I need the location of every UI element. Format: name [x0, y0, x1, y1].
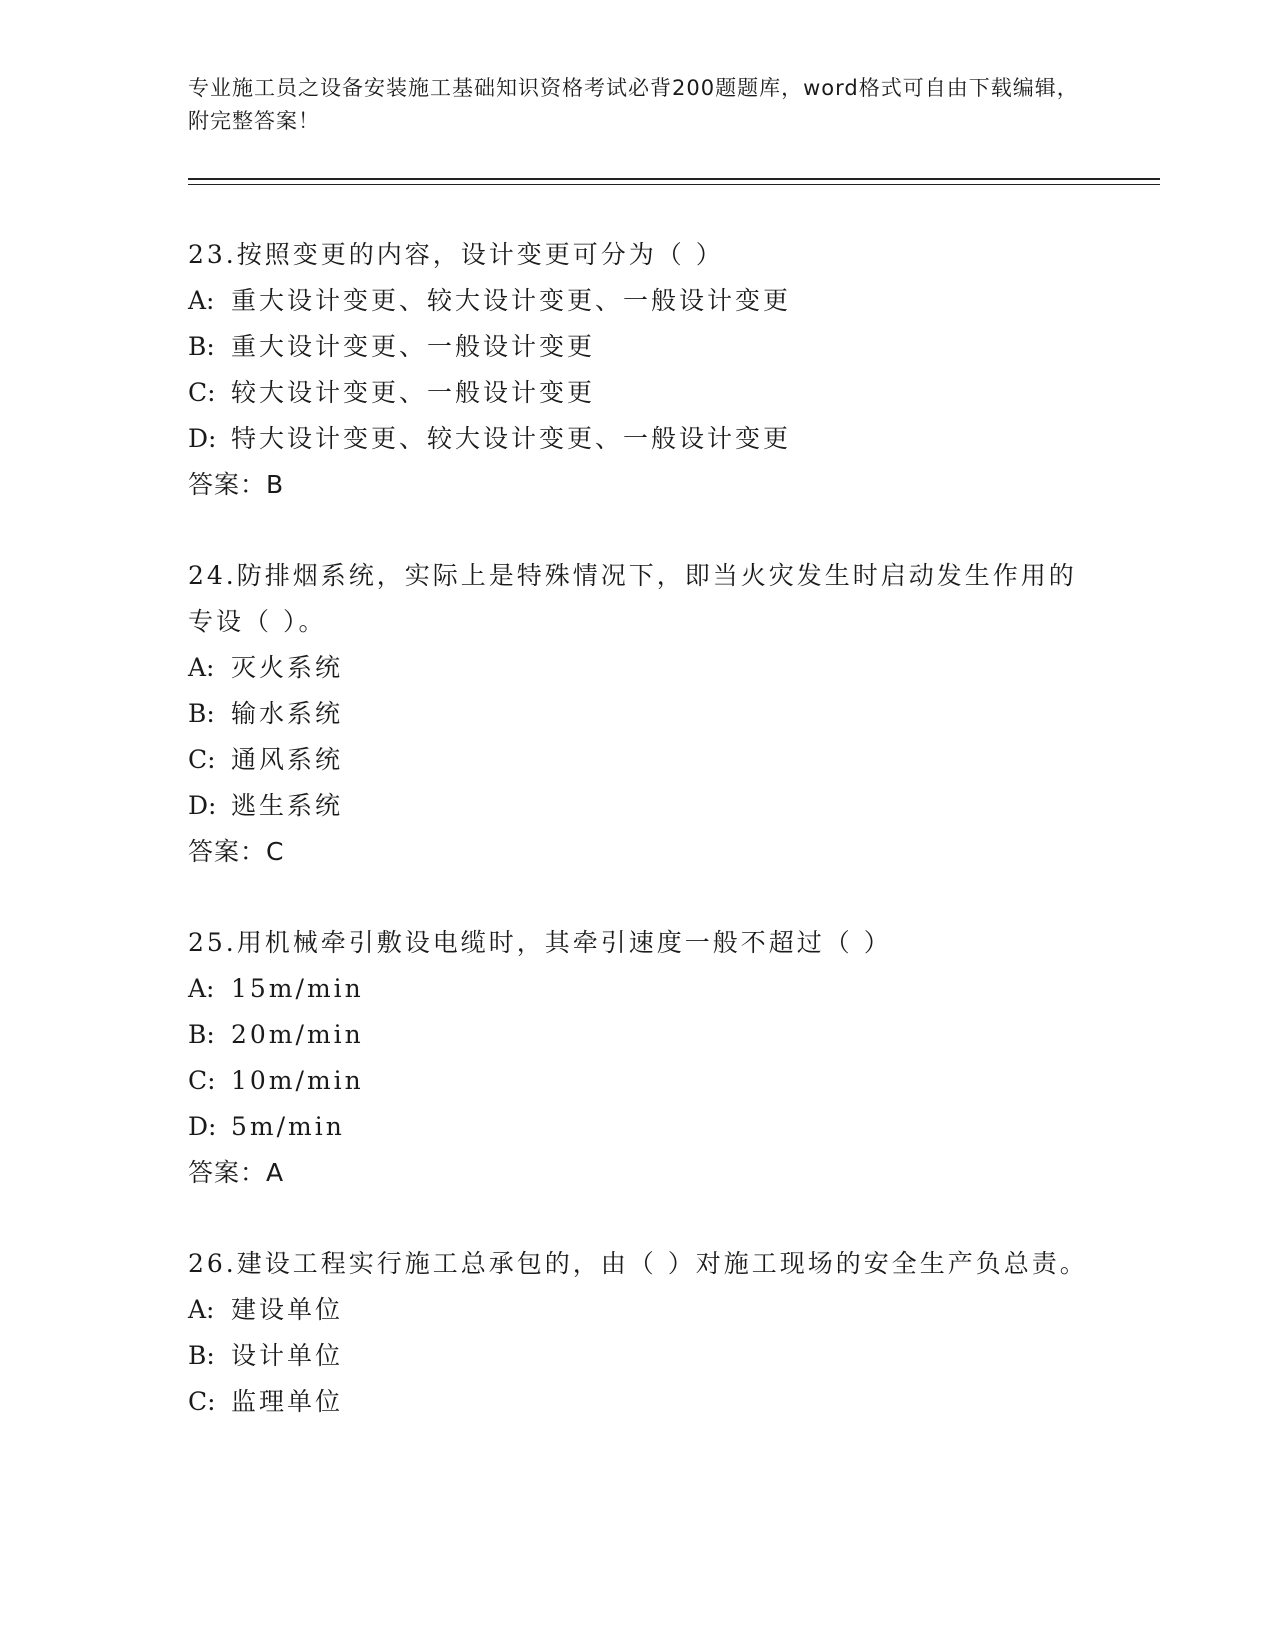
option-d — [188, 416, 1088, 462]
option-key: B: — [188, 1341, 215, 1370]
option-text: 5m/min — [231, 1112, 345, 1141]
option-key: C: — [188, 1387, 216, 1416]
option-text: 重大设计变更、较大设计变更、一般设计变更 — [231, 286, 792, 315]
option-key: D: — [188, 424, 217, 453]
option-text: 灭火系统 — [231, 653, 344, 682]
option-b — [188, 1333, 1088, 1379]
option-text: 15m/min — [231, 974, 364, 1003]
option-c — [188, 1379, 1088, 1425]
option-text: 通风系统 — [231, 745, 344, 774]
option-key: D: — [188, 1112, 217, 1141]
option-a — [188, 278, 1088, 324]
header-divider — [188, 178, 1160, 185]
question-stem: 23.按照变更的内容，设计变更可分为（ ） — [188, 240, 724, 269]
option-key: A: — [188, 286, 215, 315]
option-text: 特大设计变更、较大设计变更、一般设计变更 — [231, 424, 792, 453]
option-key: A: — [188, 974, 215, 1003]
option-a — [188, 966, 1088, 1012]
answer-line: 答案：C — [188, 837, 285, 866]
question-26 — [188, 1241, 1088, 1425]
option-text: 建设单位 — [231, 1295, 344, 1324]
question-list — [188, 232, 1088, 1470]
option-c — [188, 737, 1088, 783]
question-24 — [188, 553, 1088, 875]
question-25 — [188, 920, 1088, 1196]
question-stem: 25.用机械牵引敷设电缆时，其牵引速度一般不超过（ ） — [188, 928, 892, 957]
option-key: A: — [188, 653, 215, 682]
option-b — [188, 324, 1088, 370]
option-key: A: — [188, 1295, 215, 1324]
option-d — [188, 1104, 1088, 1150]
option-text: 重大设计变更、一般设计变更 — [231, 332, 596, 361]
question-23 — [188, 232, 1088, 508]
option-key: D: — [188, 791, 217, 820]
option-c — [188, 1058, 1088, 1104]
option-key: B: — [188, 332, 215, 361]
answer-line: 答案：A — [188, 1158, 285, 1187]
option-text: 设计单位 — [231, 1341, 344, 1370]
option-key: B: — [188, 699, 215, 728]
option-text: 10m/min — [231, 1066, 364, 1095]
option-key: C: — [188, 378, 216, 407]
option-text: 输水系统 — [231, 699, 344, 728]
option-key: B: — [188, 1020, 215, 1049]
option-text: 监理单位 — [231, 1387, 344, 1416]
option-a — [188, 1287, 1088, 1333]
option-c — [188, 370, 1088, 416]
option-a — [188, 645, 1088, 691]
document-header: 专业施工员之设备安装施工基础知识资格考试必背200题题库，word格式可自由下载编辑，附完整答案！ — [188, 76, 1079, 133]
option-text: 逃生系统 — [231, 791, 344, 820]
answer-line: 答案：B — [188, 470, 285, 499]
option-b — [188, 1012, 1088, 1058]
option-text: 20m/min — [231, 1020, 364, 1049]
option-key: C: — [188, 1066, 216, 1095]
option-d — [188, 783, 1088, 829]
question-stem: 24.防排烟系统，实际上是特殊情况下，即当火灾发生时启动发生作用的专设（ ）。 — [188, 561, 1077, 636]
option-text: 较大设计变更、一般设计变更 — [231, 378, 596, 407]
option-b — [188, 691, 1088, 737]
option-key: C: — [188, 745, 216, 774]
question-stem: 26.建设工程实行施工总承包的，由（ ）对施工现场的安全生产负总责。 — [188, 1249, 1088, 1278]
